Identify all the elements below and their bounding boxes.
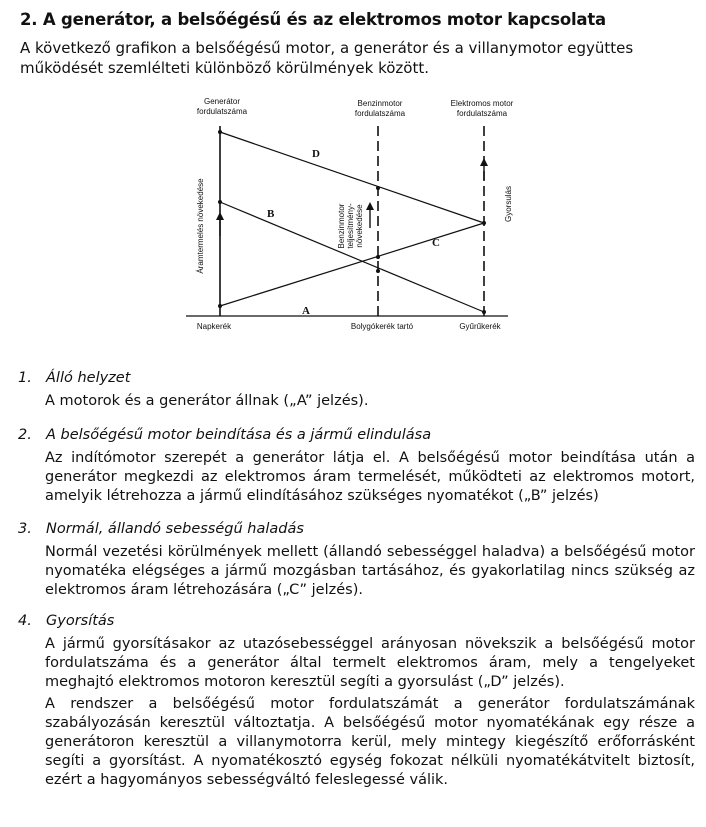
- section-paragraph: A motorok és a generátor állnak („A” jelzés).: [45, 393, 369, 409]
- section-paragraph: Az indítómotor szerepét a generátor látja el. A belsőégésű motor beindítása után a generátor megkezdi az elektromos áram termelését, működteti az elektromos motort, amelyik létrehozza a jármű elindításához szükséges nyomatékot („B” jelzés): [45, 450, 695, 504]
- section-title: A belsőégésű motor beindítása és a jármű elindulása: [46, 427, 432, 443]
- intro-paragraph: A következő grafikon a belsőégésű motor, a generátor és a villanymotor együttes működését szemlélteti különböző körülmények között.: [20, 39, 634, 77]
- sun-gear-label: Napkerék: [196, 322, 232, 331]
- point: [376, 186, 380, 190]
- section-number: 2.: [18, 427, 32, 443]
- point: [218, 304, 222, 308]
- line-b-label: B: [267, 208, 275, 220]
- section-1: [18, 368, 698, 414]
- section-heading: 2. A generátor, a belsőégésű és az elektromos motor kapcsolata: [20, 10, 606, 29]
- engine-power-label-3: növekedése: [355, 204, 364, 248]
- section-2: [18, 425, 698, 509]
- section-4: [18, 611, 698, 793]
- up-arrow-icon: [366, 202, 374, 228]
- engine-axis-title-2: fordulatszáma: [354, 109, 406, 118]
- line-d-label: D: [312, 148, 320, 160]
- point: [482, 221, 486, 225]
- motor-axis-title-1: Elektromos motor: [450, 99, 514, 108]
- point: [218, 130, 222, 134]
- section-number: 1.: [18, 370, 32, 386]
- engine-power-label-2: teljesítmény-: [346, 203, 355, 249]
- section-number: 4.: [18, 613, 32, 629]
- motor-axis-title-2: fordulatszáma: [456, 109, 508, 118]
- point: [376, 255, 380, 259]
- line-c-label: C: [432, 237, 440, 249]
- line-a-label: A: [302, 305, 310, 317]
- point: [482, 310, 486, 314]
- section-title: Gyorsítás: [46, 613, 115, 629]
- ring-gear-label: Gyűrűkerék: [459, 322, 501, 331]
- section-number: 3.: [18, 521, 32, 537]
- section-title: Álló helyzet: [46, 370, 131, 386]
- section-paragraph: A rendszer a belsőégésű motor fordulatszámát a generátor fordulatszámának szabályozásán keresztül változtatja. A belsőégésű motor nyomatékának egy része a generátoron keresztül a villanymotorra kerül, mely mintegy kiegészítő erőforrásként segíti a gyorsítást. A nyomatékosztó egység fokozat nélküli nyomatékátvitelt biztosít, ezért a hagyományos sebességváltó feleslegessé válik.: [45, 696, 695, 788]
- up-arrow-icon: [216, 212, 224, 236]
- planet-carrier-label: Bolygókerék tartó: [350, 322, 414, 331]
- engine-axis-title-1: Benzinmotor: [357, 99, 403, 108]
- point: [376, 269, 380, 273]
- nomogram-diagram: [0, 0, 706, 360]
- section-title: Normál, állandó sebességű haladás: [46, 521, 304, 537]
- generation-increase-label: Áramtermelés növekedése: [196, 178, 205, 274]
- section-3: [18, 519, 698, 603]
- generator-axis-title-2: fordulatszáma: [196, 107, 248, 116]
- acceleration-label: Gyorsulás: [504, 185, 513, 223]
- generator-axis-title-1: Generátor: [203, 97, 241, 106]
- section-paragraph: A jármű gyorsításakor az utazósebességgel arányosan növekszik a belsőégésű motor fordulatszáma és a generátor által termelt elektromos áram, mely a tengelyeket meghajtó elektromos motoron keresztül segíti a gyorsulást („D” jelzés).: [45, 636, 695, 690]
- up-arrow-icon: [480, 158, 488, 180]
- section-paragraph: Normál vezetési körülmények mellett (állandó sebességgel haladva) a belsőégésű motor nyomatéka elégséges a jármű mozgásban tartásához, és gyakorlatilag nincs szükség az elektromos áram létrehozására („C” jelzés).: [45, 544, 695, 598]
- engine-power-label-1: Benzinmotor: [337, 203, 346, 249]
- point: [218, 200, 222, 204]
- nomogram-svg: [0, 0, 706, 360]
